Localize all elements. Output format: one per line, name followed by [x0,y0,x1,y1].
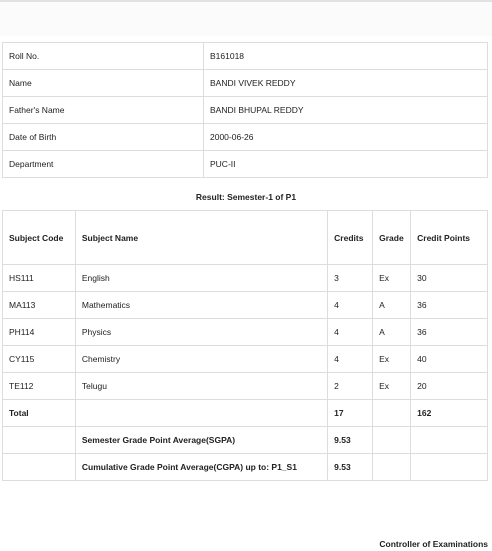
subject-grade: Ex [373,373,411,400]
subject-code: CY115 [3,346,76,373]
subject-grade: A [373,319,411,346]
table-row [3,265,488,292]
subject-code: MA113 [3,292,76,319]
sgpa-label: Semester Grade Point Average(SGPA) [75,427,327,454]
cgpa-empty [411,454,488,481]
info-value: 2000-06-26 [204,124,488,151]
col-header-code: Subject Code [3,211,76,265]
results-header-row [3,211,488,265]
subject-name: Mathematics [75,292,327,319]
total-label: Total [3,400,76,427]
subject-grade: A [373,292,411,319]
sgpa-empty [3,427,76,454]
cgpa-label: Cumulative Grade Point Average(CGPA) up to: P1_S1 [75,454,327,481]
info-row-dob [3,124,488,151]
info-label: Name [3,70,204,97]
cgpa-empty [373,454,411,481]
table-row [3,292,488,319]
table-row [3,346,488,373]
total-points: 162 [411,400,488,427]
top-bar [0,0,492,36]
info-label: Roll No. [3,43,204,70]
total-empty [373,400,411,427]
subject-points: 20 [411,373,488,400]
col-header-points: Credit Points [411,211,488,265]
info-value: BANDI BHUPAL REDDY [204,97,488,124]
results-table [2,210,488,481]
col-header-credits: Credits [328,211,373,265]
subject-points: 36 [411,319,488,346]
subject-credits: 4 [328,292,373,319]
subject-points: 36 [411,292,488,319]
subject-name: Telugu [75,373,327,400]
info-label: Department [3,151,204,178]
cgpa-row [3,454,488,481]
info-label: Date of Birth [3,124,204,151]
total-credits: 17 [328,400,373,427]
cgpa-empty [3,454,76,481]
table-row [3,319,488,346]
info-row-roll [3,43,488,70]
info-row-father [3,97,488,124]
subject-points: 40 [411,346,488,373]
subject-name: Chemistry [75,346,327,373]
subject-code: TE112 [3,373,76,400]
subject-credits: 3 [328,265,373,292]
subject-credits: 4 [328,346,373,373]
subject-grade: Ex [373,265,411,292]
table-row [3,373,488,400]
result-title: Result: Semester-1 of P1 [195,192,297,202]
subject-credits: 4 [328,319,373,346]
subject-code: PH114 [3,319,76,346]
info-value: B161018 [204,43,488,70]
info-row-department [3,151,488,178]
sgpa-empty [411,427,488,454]
sgpa-row [3,427,488,454]
info-value: PUC-II [204,151,488,178]
total-row [3,400,488,427]
subject-name: English [75,265,327,292]
info-label: Father's Name [3,97,204,124]
sgpa-empty [373,427,411,454]
controller-signature-label: Controller of Examinations [379,539,488,549]
student-info-table [2,42,488,178]
info-row-name [3,70,488,97]
subject-code: HS111 [3,265,76,292]
col-header-name: Subject Name [75,211,327,265]
col-header-grade: Grade [373,211,411,265]
sgpa-value: 9.53 [328,427,373,454]
subject-points: 30 [411,265,488,292]
subject-grade: Ex [373,346,411,373]
subject-name: Physics [75,319,327,346]
subject-credits: 2 [328,373,373,400]
info-value: BANDI VIVEK REDDY [204,70,488,97]
total-empty [75,400,327,427]
cgpa-value: 9.53 [328,454,373,481]
